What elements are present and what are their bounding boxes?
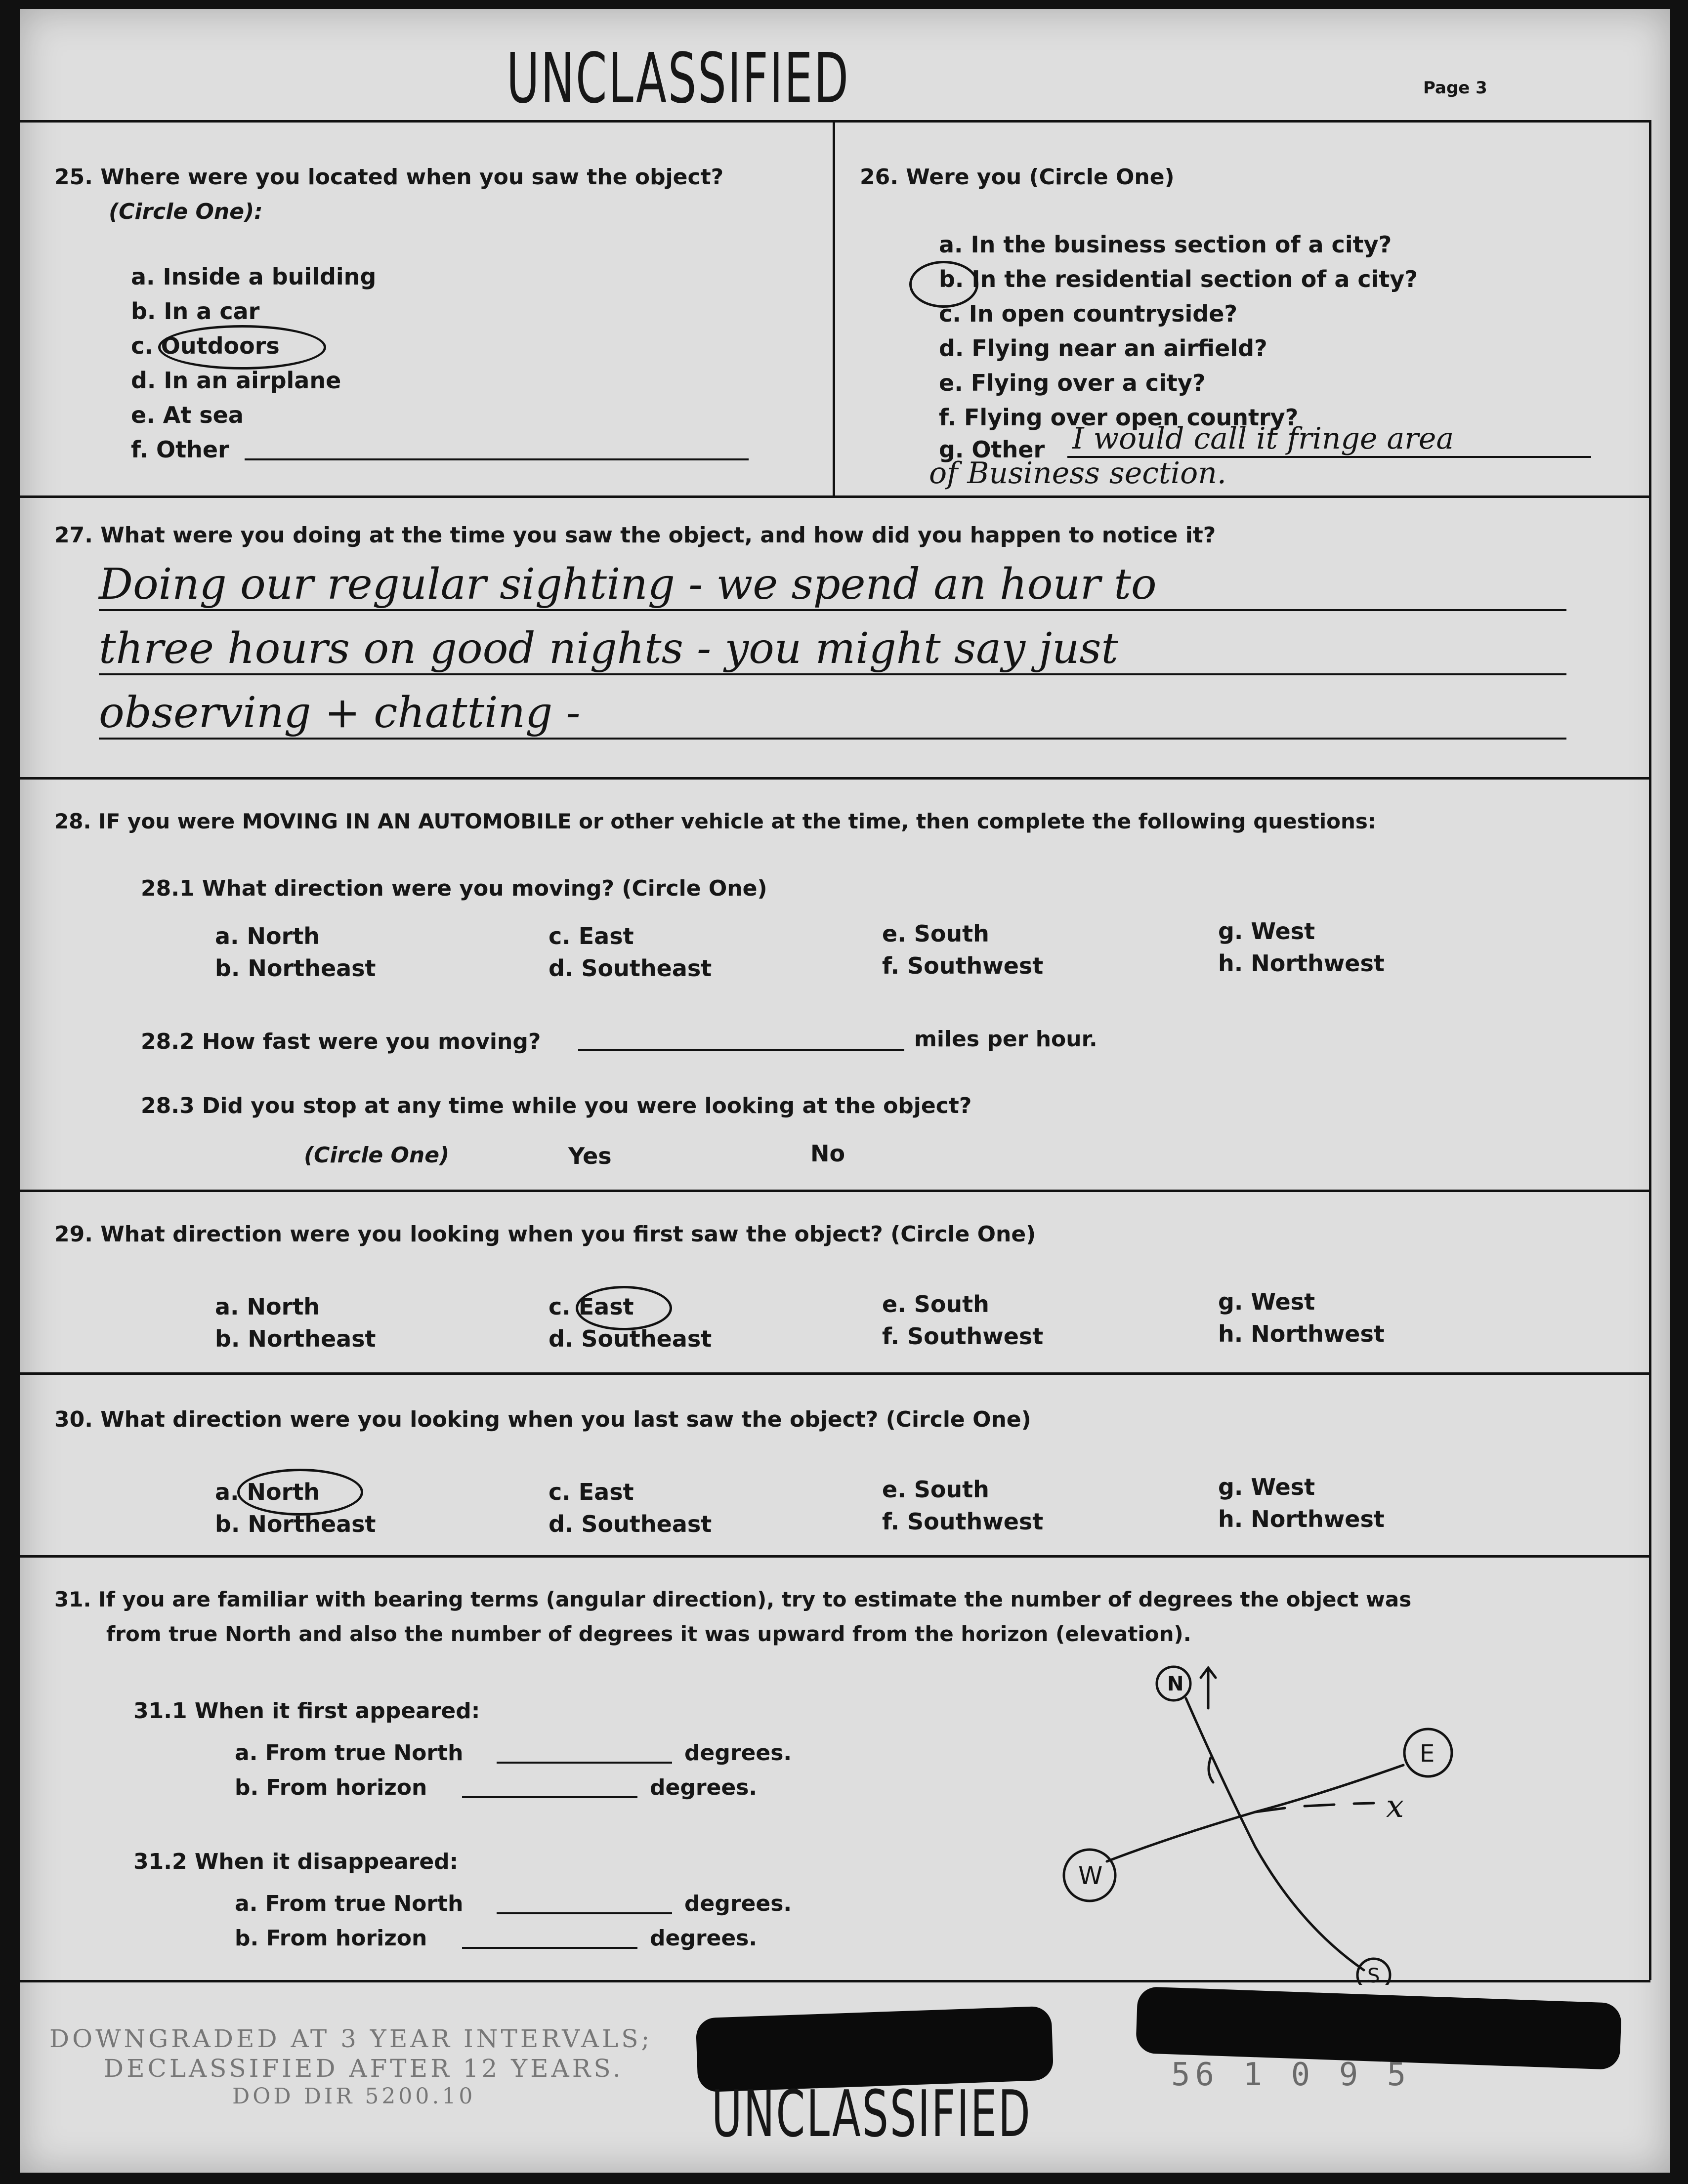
- q29-dir-west[interactable]: g. West: [1218, 1288, 1315, 1315]
- q28-3-instruction: (Circle One): [304, 1143, 450, 1168]
- object-mark-label: x: [1386, 1788, 1404, 1825]
- q31-1-horizon-field[interactable]: [462, 1796, 637, 1798]
- q28-dir-southeast[interactable]: d. Southeast: [549, 955, 712, 982]
- q28-1-question: 28.1 What direction were you moving? (Circle One): [141, 876, 767, 901]
- q25-option-a[interactable]: a. Inside a building: [131, 263, 377, 290]
- q28-2-question: 28.2 How fast were you moving?: [141, 1029, 541, 1054]
- divider-27: [20, 495, 1650, 498]
- classification-stamp-bottom: UNCLASSIFIED: [712, 2076, 1032, 2151]
- south-label: S: [1367, 1965, 1380, 1985]
- q26-handwritten-other-1: I would call it fringe area: [1072, 421, 1454, 456]
- q31-question-line-2: from true North and also the number of degrees it was upward from the horizon (elevation).: [106, 1622, 1191, 1646]
- q26-question: 26. Were you (Circle One): [860, 165, 1175, 190]
- q27-line-3: [99, 738, 1566, 740]
- q25-option-b[interactable]: b. In a car: [131, 298, 260, 325]
- q31-1-north-field[interactable]: [497, 1762, 672, 1764]
- q29-dir-southeast[interactable]: d. Southeast: [549, 1325, 712, 1352]
- q28-dir-south[interactable]: e. South: [882, 920, 989, 947]
- document-number: 56 1 0 9 5: [1171, 2057, 1411, 2093]
- q29-dir-southwest[interactable]: f. Southwest: [882, 1323, 1044, 1350]
- q26-option-a[interactable]: a. In the business section of a city?: [939, 231, 1392, 258]
- q27-answer-line-1: Doing our regular sighting - we spend an hour to: [99, 560, 1157, 609]
- q25-option-f[interactable]: f. Other: [131, 436, 229, 463]
- divider-30: [20, 1372, 1650, 1375]
- q31-1-north-label: a. From true North: [235, 1740, 464, 1766]
- q31-question-line-1: 31. If you are familiar with bearing terms (angular direction), try to estimate the number of degrees the object was: [54, 1587, 1412, 1611]
- q30-dir-northeast[interactable]: b. Northeast: [215, 1511, 376, 1537]
- q25-instruction: (Circle One):: [109, 199, 263, 224]
- q30-dir-north[interactable]: a. North: [215, 1479, 320, 1505]
- q25-selection-circle: [158, 325, 326, 370]
- divider-top: [20, 120, 1650, 123]
- q28-3-yes[interactable]: Yes: [568, 1143, 612, 1169]
- q30-dir-west[interactable]: g. West: [1218, 1474, 1315, 1500]
- q27-line-2: [99, 673, 1566, 675]
- q26-option-f[interactable]: f. Flying over open country?: [939, 404, 1299, 431]
- north-arrow-icon: [1201, 1668, 1216, 1708]
- q31-2-label: 31.2 When it disappeared:: [133, 1849, 459, 1874]
- divider-28: [20, 777, 1650, 780]
- q31-1-label: 31.1 When it first appeared:: [133, 1698, 480, 1724]
- q28-2-unit: miles per hour.: [914, 1027, 1097, 1052]
- q28-2-speed-line[interactable]: [578, 1049, 904, 1051]
- divider-29: [20, 1190, 1650, 1192]
- frame-right: [1649, 120, 1651, 1980]
- q28-question: 28. IF you were MOVING IN AN AUTOMOBILE or other vehicle at the time, then complete the following questions:: [54, 809, 1376, 833]
- north-label: N: [1167, 1673, 1184, 1695]
- compass-sketch: [1023, 1649, 1492, 1985]
- q29-question: 29. What direction were you looking when you first saw the object? (Circle One): [54, 1222, 1036, 1247]
- q26-option-b[interactable]: b. In the residential section of a city?: [939, 266, 1418, 292]
- q28-dir-northeast[interactable]: b. Northeast: [215, 955, 376, 982]
- q31-1-north-unit: degrees.: [684, 1740, 792, 1766]
- q30-dir-southwest[interactable]: f. Southwest: [882, 1508, 1044, 1535]
- q31-1-horizon-unit: degrees.: [650, 1775, 758, 1800]
- q28-dir-east[interactable]: c. East: [549, 923, 634, 949]
- q28-dir-north[interactable]: a. North: [215, 923, 320, 949]
- classification-stamp-top: UNCLASSIFIED: [506, 39, 850, 119]
- q25-question: 25. Where were you located when you saw the object?: [54, 165, 724, 190]
- q30-question: 30. What direction were you looking when you last saw the object? (Circle One): [54, 1407, 1031, 1432]
- q31-2-north-unit: degrees.: [684, 1891, 792, 1916]
- q29-dir-north[interactable]: a. North: [215, 1293, 320, 1320]
- q31-2-north-label: a. From true North: [235, 1891, 464, 1916]
- q27-line-1: [99, 609, 1566, 611]
- q31-1-horizon-label: b. From horizon: [235, 1775, 427, 1800]
- q25-option-c[interactable]: c. Outdoors: [131, 332, 280, 359]
- q26-option-e[interactable]: e. Flying over a city?: [939, 370, 1206, 396]
- q31-2-horizon-field[interactable]: [462, 1947, 637, 1949]
- q30-selection-circle: [237, 1469, 363, 1516]
- q25-other-line: [245, 458, 749, 460]
- north-south-line: [1186, 1698, 1364, 1970]
- q28-dir-west[interactable]: g. West: [1218, 918, 1315, 945]
- q31-2-north-field[interactable]: [497, 1912, 672, 1914]
- q28-dir-northwest[interactable]: h. Northwest: [1218, 950, 1385, 977]
- q30-dir-northwest[interactable]: h. Northwest: [1218, 1506, 1385, 1532]
- q26-option-c[interactable]: c. In open countryside?: [939, 300, 1238, 327]
- q29-dir-east[interactable]: c. East: [549, 1293, 634, 1320]
- downgrade-line-3: DOD DIR 5200.10: [232, 2084, 476, 2109]
- q26-handwritten-other-2: of Business section.: [929, 456, 1226, 491]
- q28-3-no[interactable]: No: [810, 1140, 845, 1167]
- q27-answer-line-3: observing + chatting -: [99, 688, 581, 738]
- q27-question: 27. What were you doing at the time you saw the object, and how did you happen to notice it?: [54, 523, 1216, 548]
- downgrade-line-1: DOWNGRADED AT 3 YEAR INTERVALS;: [49, 2024, 653, 2053]
- q30-dir-southeast[interactable]: d. Southeast: [549, 1511, 712, 1537]
- east-label: E: [1420, 1740, 1435, 1768]
- q29-dir-northeast[interactable]: b. Northeast: [215, 1325, 376, 1352]
- q26-option-g[interactable]: g. Other: [939, 436, 1045, 463]
- q29-dir-south[interactable]: e. South: [882, 1291, 989, 1318]
- q25-option-e[interactable]: e. At sea: [131, 402, 244, 428]
- q25-option-d[interactable]: d. In an airplane: [131, 367, 341, 394]
- q31-2-horizon-unit: degrees.: [650, 1926, 758, 1951]
- q26-option-d[interactable]: d. Flying near an airfield?: [939, 335, 1267, 362]
- q27-answer-line-2: three hours on good nights - you might say just: [99, 624, 1119, 673]
- q29-dir-northwest[interactable]: h. Northwest: [1218, 1320, 1385, 1347]
- page-number: Page 3: [1423, 78, 1487, 98]
- form-page: [20, 9, 1670, 2173]
- q29-selection-circle: [576, 1286, 672, 1330]
- downgrade-line-2: DECLASSIFIED AFTER 12 YEARS.: [104, 2054, 624, 2083]
- divider-vertical: [833, 120, 835, 495]
- west-label: W: [1078, 1861, 1103, 1890]
- q30-dir-east[interactable]: c. East: [549, 1479, 634, 1505]
- sketch-curve: [1209, 1758, 1213, 1782]
- q28-dir-southwest[interactable]: f. Southwest: [882, 952, 1044, 979]
- q28-3-question: 28.3 Did you stop at any time while you were looking at the object?: [141, 1093, 972, 1118]
- q31-2-horizon-label: b. From horizon: [235, 1926, 427, 1951]
- divider-31: [20, 1555, 1650, 1558]
- q30-dir-south[interactable]: e. South: [882, 1476, 989, 1503]
